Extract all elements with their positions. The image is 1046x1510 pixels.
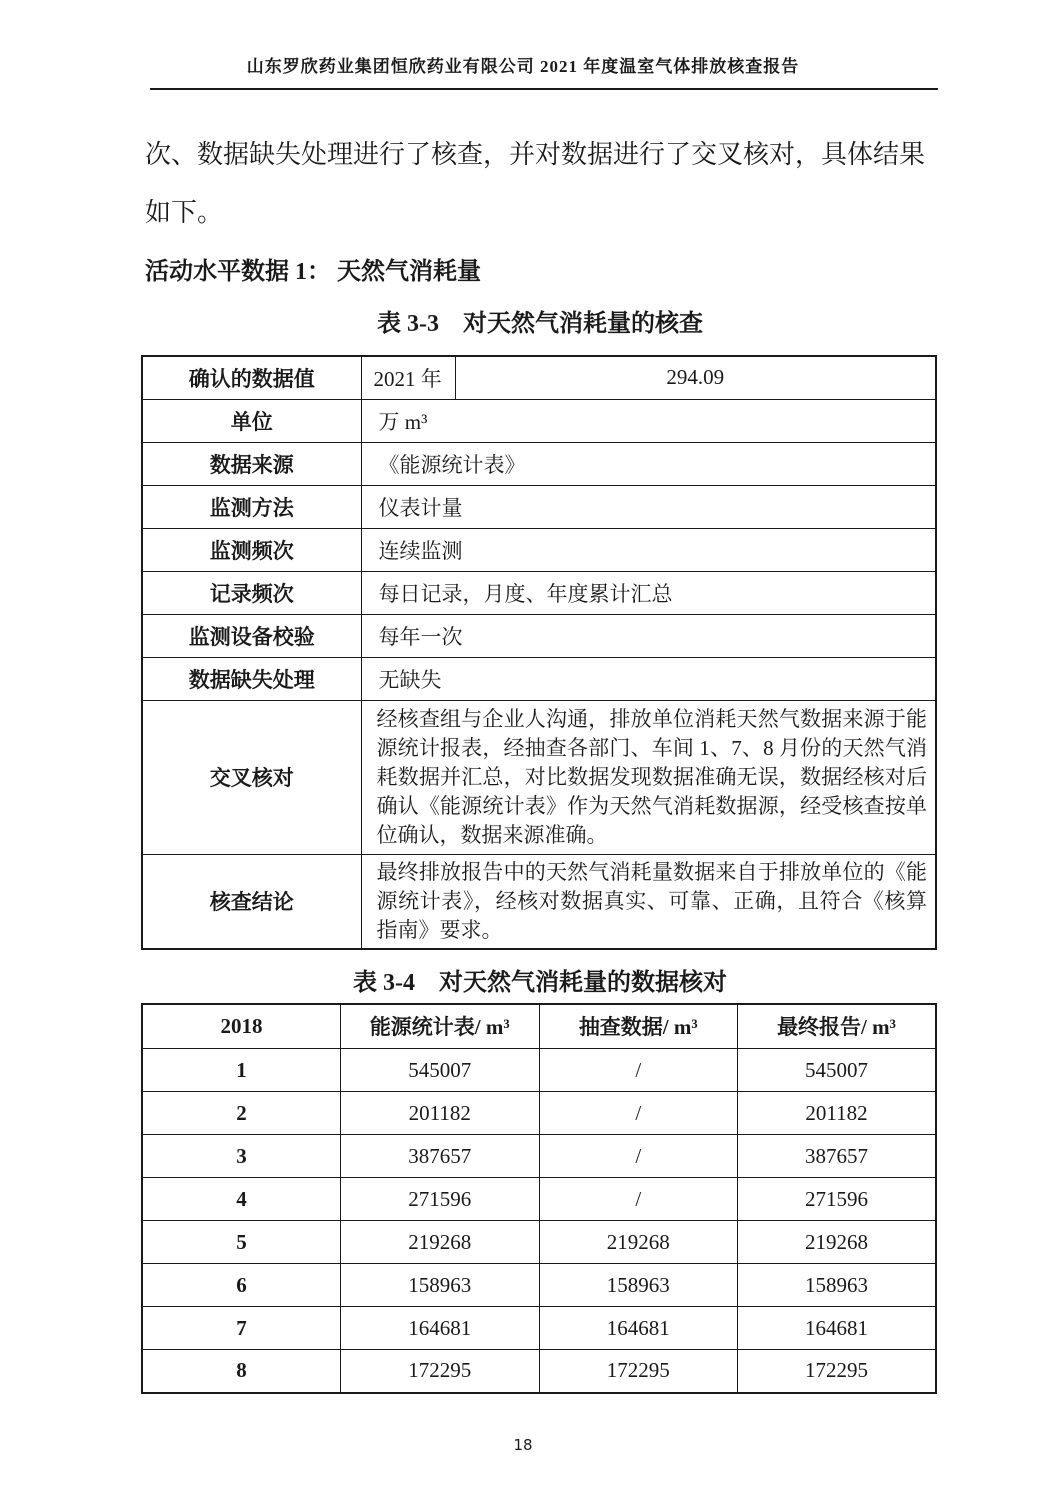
month-cell: 3: [142, 1135, 341, 1178]
month-cell: 4: [142, 1178, 341, 1221]
report-header: 山东罗欣药业集团恒欣药业有限公司 2021 年度温室气体排放核查报告: [246, 57, 800, 76]
month-cell: 7: [142, 1307, 341, 1350]
body-paragraph: [145, 126, 937, 242]
page-number: 18: [513, 1436, 533, 1454]
month-cell: 6: [142, 1264, 341, 1307]
data-cell: 219268: [341, 1221, 540, 1264]
data-cell: 545007: [738, 1049, 937, 1092]
row-label: 核查结论: [142, 854, 361, 949]
data-cell: 219268: [738, 1221, 937, 1264]
table-row: [142, 399, 936, 442]
data-cell: /: [539, 1092, 738, 1135]
data-cell: 545007: [341, 1049, 540, 1092]
row-label: 监测方法: [142, 485, 361, 528]
table-row: [142, 700, 936, 854]
table-3-3: [141, 355, 937, 950]
row-value: 最终排放报告中的天然气消耗量数据来自于排放单位的《能源统计表》，经核对数据真实、可靠、正确，且符合《核算指南》要求。: [361, 854, 936, 949]
column-header: 最终报告/ m³: [738, 1004, 937, 1049]
table-3-4: [141, 1003, 937, 1394]
data-cell: 158963: [738, 1264, 937, 1307]
month-cell: 1: [142, 1049, 341, 1092]
column-header: 能源统计表/ m³: [341, 1004, 540, 1049]
data-cell: 219268: [539, 1221, 738, 1264]
month-cell: 5: [142, 1221, 341, 1264]
data-cell: /: [539, 1049, 738, 1092]
data-cell: 172295: [341, 1350, 540, 1393]
row-value: 仪表计量: [361, 485, 936, 528]
body-line: 如下。: [145, 198, 224, 227]
row-label: 确认的数据值: [142, 356, 361, 399]
table-row: [142, 1135, 936, 1178]
header-rule: [150, 88, 938, 90]
column-header: 抽查数据/ m³: [539, 1004, 738, 1049]
table-row: [142, 1307, 936, 1350]
data-cell: 201182: [738, 1092, 937, 1135]
row-label: 单位: [142, 399, 361, 442]
table-row: [142, 442, 936, 485]
data-cell: /: [539, 1135, 738, 1178]
row-label: 数据缺失处理: [142, 657, 361, 700]
table-row: [142, 485, 936, 528]
row-value: 连续监测: [361, 528, 936, 571]
table-row: [142, 854, 936, 949]
data-cell: 387657: [738, 1135, 937, 1178]
row-value: 无缺失: [361, 657, 936, 700]
year-cell: 2021 年: [361, 356, 455, 399]
table-row: [142, 1264, 936, 1307]
data-cell: 201182: [341, 1092, 540, 1135]
table-row: [142, 1092, 936, 1135]
data-cell: 164681: [341, 1307, 540, 1350]
row-label: 记录频次: [142, 571, 361, 614]
data-cell: 271596: [341, 1178, 540, 1221]
data-cell: 164681: [738, 1307, 937, 1350]
row-label: 交叉核对: [142, 700, 361, 854]
value-cell: 294.09: [455, 356, 936, 399]
table-row: [142, 1049, 936, 1092]
row-label: 监测设备校验: [142, 614, 361, 657]
data-cell: 387657: [341, 1135, 540, 1178]
table-3-3-title: 表 3-3 对天然气消耗量的核查: [377, 311, 703, 337]
row-value: 经核查组与企业人沟通，排放单位消耗天然气数据来源于能源统计报表，经抽查各部门、车间 1、7、8 月份的天然气消耗数据并汇总，对比数据发现数据准确无误，数据经核对后确认《能源统计表》作为天然气消耗数据源，经受核查按单位确认，数据来源准确。: [361, 700, 936, 854]
table-header-row: [142, 1004, 936, 1049]
month-cell: 8: [142, 1350, 341, 1393]
data-cell: /: [539, 1178, 738, 1221]
table-3-4-title: 表 3-4 对天然气消耗量的数据核对: [353, 969, 727, 996]
table-row: [142, 571, 936, 614]
data-cell: 158963: [341, 1264, 540, 1307]
table-row: [142, 528, 936, 571]
table-row: [142, 657, 936, 700]
table-row: [142, 1350, 936, 1393]
table-row: [142, 1178, 936, 1221]
section-heading: 活动水平数据 1： 天然气消耗量: [145, 259, 481, 285]
body-line: 次、数据缺失处理进行了核查，并对数据进行了交叉核对，具体结果: [145, 140, 926, 169]
table-row: [142, 614, 936, 657]
data-cell: 172295: [539, 1350, 738, 1393]
month-cell: 2: [142, 1092, 341, 1135]
row-label: 监测频次: [142, 528, 361, 571]
column-header: 2018: [142, 1004, 341, 1049]
row-value: 每日记录，月度、年度累计汇总: [361, 571, 936, 614]
row-value: 每年一次: [361, 614, 936, 657]
data-cell: 158963: [539, 1264, 738, 1307]
row-value: 《能源统计表》: [361, 442, 936, 485]
table-row: [142, 356, 936, 399]
table-row: [142, 1221, 936, 1264]
row-value: 万 m³: [361, 399, 936, 442]
data-cell: 164681: [539, 1307, 738, 1350]
row-label: 数据来源: [142, 442, 361, 485]
data-cell: 271596: [738, 1178, 937, 1221]
data-cell: 172295: [738, 1350, 937, 1393]
